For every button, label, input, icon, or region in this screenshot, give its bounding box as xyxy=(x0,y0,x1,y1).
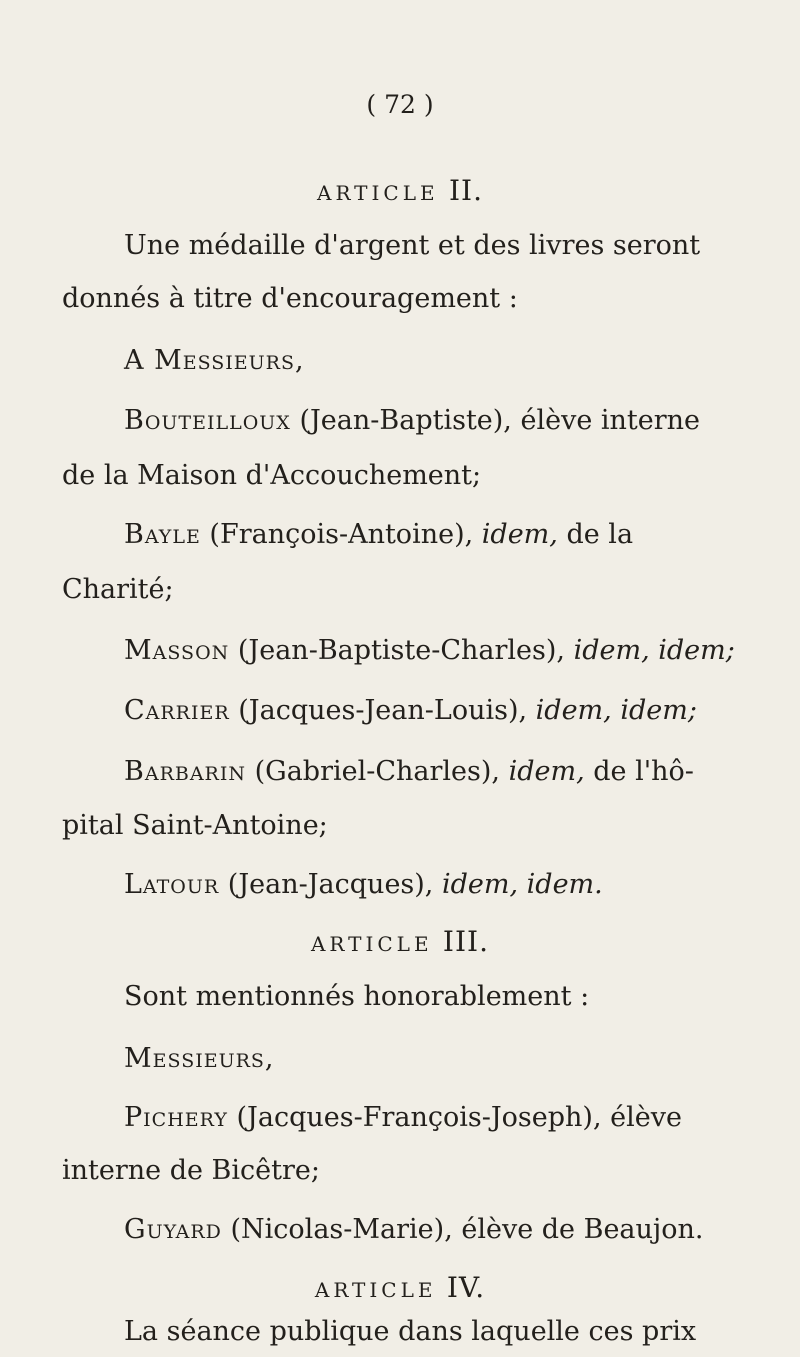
page-number: ( 72 ) xyxy=(366,90,434,119)
article-heading-word: ARTICLE xyxy=(314,1278,437,1302)
article-heading-number: IV. xyxy=(446,1271,486,1304)
entry-text: (Gabriel-Charles), xyxy=(254,756,509,787)
article-3-heading xyxy=(0,925,800,958)
article-4-heading xyxy=(0,1271,800,1304)
entry-name: Latour xyxy=(124,869,220,900)
entry-tail: de l'hô- xyxy=(584,756,694,787)
article-3-address: Messieurs, xyxy=(124,1043,275,1074)
entry-italic: idem, idem; xyxy=(535,695,697,726)
article-3-intro: Sont mentionnés honorablement : xyxy=(124,981,590,1012)
entry-text: (Nicolas-Marie), élève de Beaujon. xyxy=(230,1214,704,1245)
article-2-intro-line-2: donnés à titre d'encouragement : xyxy=(62,283,518,314)
entry-text: (Jacques-Jean-Louis), xyxy=(238,695,536,726)
entry-bayle-cont: Charité; xyxy=(62,574,174,605)
entry-masson xyxy=(124,637,735,664)
entry-latour xyxy=(124,871,603,898)
entry-name: Barbarin xyxy=(124,756,246,787)
entry-pichery-cont: interne de Bicêtre; xyxy=(62,1155,320,1186)
entry-carrier xyxy=(124,697,697,724)
entry-name: Pichery xyxy=(124,1102,228,1133)
article-2-address: A Messieurs, xyxy=(124,345,305,376)
entry-tail: de la xyxy=(557,519,634,550)
entry-name: Bouteilloux xyxy=(124,405,291,436)
entry-text: (Jean-Jacques), xyxy=(227,869,442,900)
article-4-intro: La séance publique dans laquelle ces prix xyxy=(124,1316,697,1347)
entry-name: Masson xyxy=(124,635,230,666)
entry-bouteilloux-cont: de la Maison d'Accouchement; xyxy=(62,460,482,491)
entry-bouteilloux xyxy=(124,407,700,434)
article-heading-number: II. xyxy=(448,174,483,207)
entry-barbarin xyxy=(124,758,694,785)
entry-text: (François-Antoine), xyxy=(209,519,482,550)
article-2-intro-line-1: Une médaille d'argent et des livres seront xyxy=(124,230,701,261)
article-heading-number: III. xyxy=(442,925,490,958)
entry-guyard xyxy=(124,1216,704,1243)
entry-barbarin-cont: pital Saint-Antoine; xyxy=(62,810,328,841)
article-heading-word: ARTICLE xyxy=(317,181,439,205)
entry-name: Bayle xyxy=(124,519,201,550)
entry-italic: idem, xyxy=(481,519,558,550)
entry-text: (Jean-Baptiste), élève interne xyxy=(299,405,701,436)
entry-name: Guyard xyxy=(124,1214,222,1245)
entry-italic: idem, idem. xyxy=(441,869,603,900)
entry-pichery xyxy=(124,1104,682,1131)
entry-name: Carrier xyxy=(124,695,230,726)
entry-italic: idem, idem; xyxy=(573,635,735,666)
article-2-heading xyxy=(0,174,800,207)
entry-bayle xyxy=(124,521,633,548)
entry-text: (Jacques-François-Joseph), élève xyxy=(236,1102,682,1133)
entry-italic: idem, xyxy=(508,756,585,787)
article-heading-word: ARTICLE xyxy=(310,932,433,956)
entry-text: (Jean-Baptiste-Charles), xyxy=(237,635,574,666)
